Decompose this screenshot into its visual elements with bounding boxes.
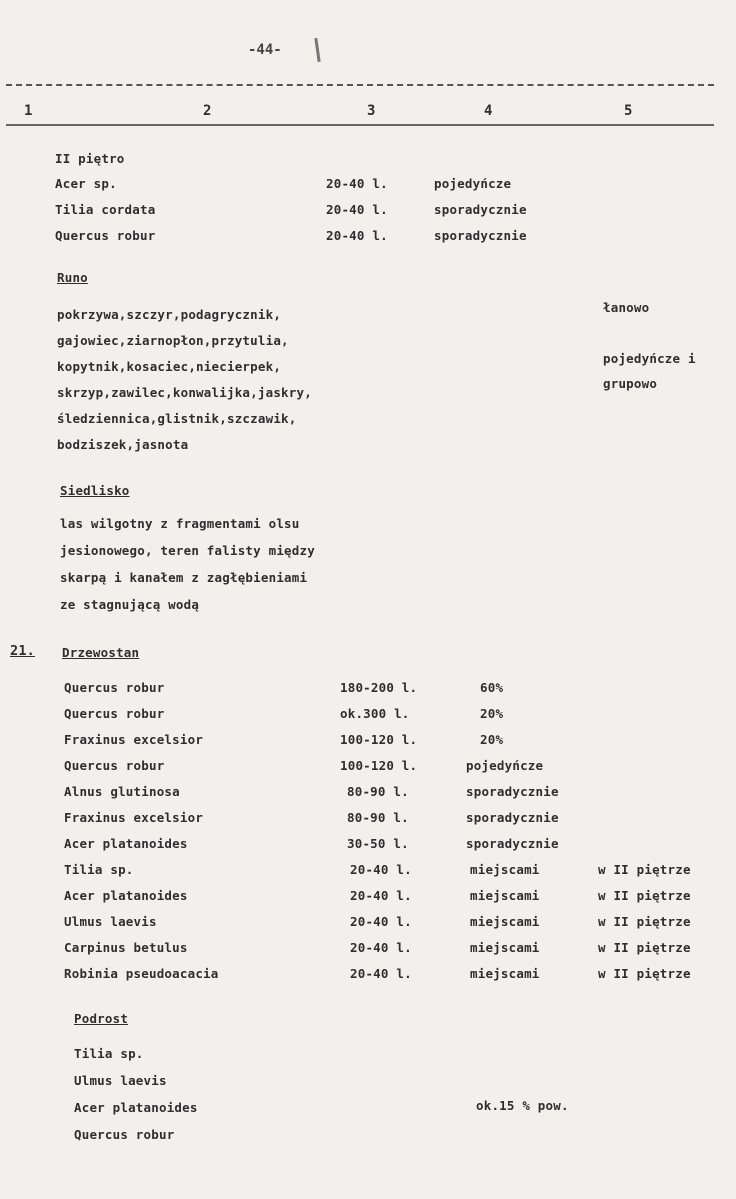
species-name: Tilia cordata [55,202,156,217]
section-heading-runo: Runo [57,270,88,285]
age-range: 20-40 l. [326,228,388,243]
layer-note: w II piętrze [598,914,691,929]
species-name: Acer platanoides [64,836,188,851]
page-number: -44- [248,42,282,58]
podrost-species: Acer platanoides [74,1100,198,1115]
podrost-coverage: ok.15 % pow. [476,1098,569,1113]
section-heading-podrost: Podrost [74,1011,129,1026]
share: miejscami [470,888,540,903]
occurrence: sporadycznie [434,202,527,217]
section-number: 21. [10,643,35,659]
share: miejscami [470,914,540,929]
species-name: Quercus robur [64,706,165,721]
age-range: 20-40 l. [350,914,412,929]
occurrence: sporadycznie [434,228,527,243]
age-range: 80-90 l. [347,810,409,825]
podrost-species: Quercus robur [74,1127,175,1142]
species-name: Quercus robur [55,228,156,243]
section-heading-drzewostan: Drzewostan [62,645,140,660]
age-range: 20-40 l. [350,966,412,981]
species-name: Acer sp. [55,176,117,191]
species-name: Robinia pseudoacacia [64,966,219,981]
layer-note: w II piętrze [598,888,691,903]
age-range: 20-40 l. [326,176,388,191]
share: 20% [480,732,504,747]
age-range: 20-40 l. [350,862,412,877]
share: miejscami [470,940,540,955]
siedlisko-line: skarpą i kanałem z zagłębieniami [60,570,308,585]
column-header-4: 4 [484,103,493,119]
species-name: Quercus robur [64,680,165,695]
column-header-1: 1 [24,103,33,119]
runo-line: gajowiec,ziarnopłon,przytulia, [57,333,289,348]
species-name: Quercus robur [64,758,165,773]
species-name: Tilia sp. [64,862,134,877]
species-name: Acer platanoides [64,888,188,903]
species-name: Fraxinus excelsior [64,732,204,747]
runo-occurrence: pojedyńcze i [603,351,696,366]
column-header-2: 2 [203,103,212,119]
layer-note: w II piętrze [598,862,691,877]
runo-line: pokrzywa,szczyr,podagrycznik, [57,307,282,322]
species-name: Alnus glutinosa [64,784,180,799]
share: 60% [480,680,504,695]
occurrence: pojedyńcze [434,176,512,191]
age-range: 20-40 l. [326,202,388,217]
age-range: ok.300 l. [340,706,410,721]
share: miejscami [470,862,540,877]
share: 20% [480,706,504,721]
siedlisko-line: ze stagnującą wodą [60,597,200,612]
species-name: Fraxinus excelsior [64,810,204,825]
age-range: 100-120 l. [340,758,418,773]
podrost-species: Tilia sp. [74,1046,144,1061]
age-range: 20-40 l. [350,888,412,903]
section-heading-siedlisko: Siedlisko [60,483,130,498]
age-range: 180-200 l. [340,680,418,695]
share: miejscami [470,966,540,981]
pen-mark [314,38,320,62]
runo-line: bodziszek,jasnota [57,437,189,452]
siedlisko-line: jesionowego, teren falisty między [60,543,315,558]
age-range: 80-90 l. [347,784,409,799]
share: sporadycznie [466,836,559,851]
top-rule [6,84,714,86]
share: pojedyńcze [466,758,544,773]
header-rule [6,124,714,126]
siedlisko-line: las wilgotny z fragmentami olsu [60,516,300,531]
species-name: Carpinus betulus [64,940,188,955]
column-header-3: 3 [367,103,376,119]
layer-note: w II piętrze [598,940,691,955]
section-heading: II piętro [55,151,125,166]
column-header-5: 5 [624,103,633,119]
runo-line: śledziennica,glistnik,szczawik, [57,411,297,426]
age-range: 100-120 l. [340,732,418,747]
share: sporadycznie [466,784,559,799]
runo-occurrence: grupowo [603,376,658,391]
age-range: 20-40 l. [350,940,412,955]
share: sporadycznie [466,810,559,825]
runo-line: skrzyp,zawilec,konwalijka,jaskry, [57,385,312,400]
age-range: 30-50 l. [347,836,409,851]
species-name: Ulmus laevis [64,914,157,929]
runo-line: kopytnik,kosaciec,niecierpek, [57,359,282,374]
runo-occurrence: łanowo [603,300,650,315]
layer-note: w II piętrze [598,966,691,981]
podrost-species: Ulmus laevis [74,1073,167,1088]
